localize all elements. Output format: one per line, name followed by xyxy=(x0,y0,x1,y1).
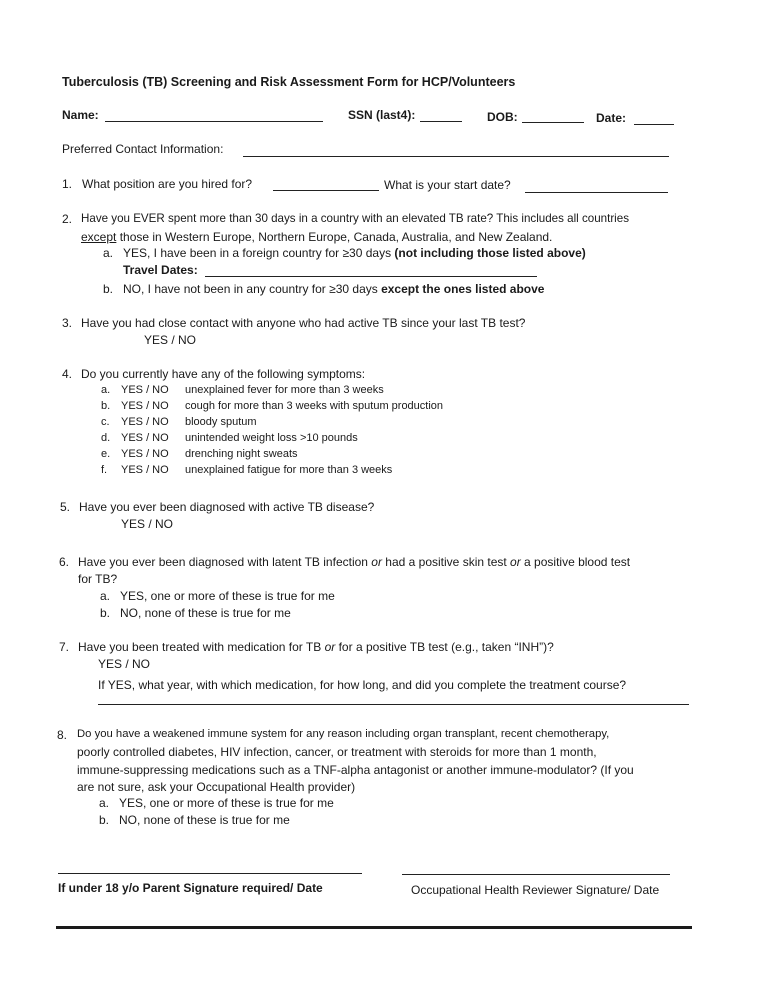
symptom-text: unexplained fatigue for more than 3 weeks xyxy=(185,464,393,476)
q7-followup-field[interactable] xyxy=(98,704,689,705)
symptom-text: unintended weight loss >10 pounds xyxy=(185,432,358,444)
q6-option-a[interactable]: YES, one or more of these is true for me xyxy=(120,589,335,603)
q6-or2: or xyxy=(510,555,521,569)
name-field[interactable] xyxy=(105,121,323,122)
q8-text-line1: Do you have a weakened immune system for any reason including organ transplant, recent chemotherapy, xyxy=(77,728,610,740)
q5-number: 5. xyxy=(60,500,71,514)
parent-signature-field[interactable] xyxy=(58,873,362,874)
q6-option-b[interactable]: NO, none of these is true for me xyxy=(120,606,291,620)
q2-line2-rest: those in Western Europe, Northern Europe, Canada, Australia, and New Zealand. xyxy=(116,230,553,244)
q7-followup-text: If YES, what year, with which medication, for how long, and did you complete the treatment course? xyxy=(98,678,627,692)
q8-option-a[interactable]: YES, one or more of these is true for me xyxy=(119,796,334,810)
q2-option-b-text: NO, I have not been in any country for xyxy=(123,282,330,296)
symptom-answer[interactable]: YES / NO xyxy=(121,448,169,460)
q8-text-line4: are not sure, ask your Occupational Health provider) xyxy=(77,780,356,794)
q2-option-a-ge30: ≥30 days xyxy=(342,246,395,260)
symptom-letter: a. xyxy=(101,384,111,396)
q2-number: 2. xyxy=(62,212,73,226)
symptom-answer[interactable]: YES / NO xyxy=(121,416,169,428)
symptom-answer[interactable]: YES / NO xyxy=(121,384,169,396)
bottom-divider xyxy=(56,926,692,929)
symptom-letter: d. xyxy=(101,432,111,444)
dob-field[interactable] xyxy=(522,122,584,123)
list-item xyxy=(101,416,521,432)
travel-dates-field[interactable] xyxy=(205,276,537,277)
q2-text-line1: Have you EVER spent more than 30 days in a country with an elevated TB rate? This includes all countries xyxy=(81,212,629,225)
symptom-text: unexplained fever for more than 3 weeks xyxy=(185,384,384,396)
symptom-answer[interactable]: YES / NO xyxy=(121,464,169,476)
q4-text: Do you currently have any of the following symptoms: xyxy=(81,367,366,381)
q2-option-a-bold: (not including those listed above) xyxy=(394,246,586,260)
q1-start-date-text: What is your start date? xyxy=(384,178,511,192)
q3-number: 3. xyxy=(62,316,73,330)
q6-part1: Have you ever been diagnosed with latent TB infection xyxy=(78,555,372,569)
q6-text-line2: for TB? xyxy=(78,572,118,586)
q2-except-word: except xyxy=(81,230,117,244)
q2-text-line2 xyxy=(81,230,552,244)
symptom-letter: e. xyxy=(101,448,111,460)
list-item xyxy=(101,384,521,400)
q6-or1: or xyxy=(371,555,382,569)
list-item xyxy=(101,432,521,448)
q3-answer[interactable]: YES / NO xyxy=(144,333,197,347)
q6-number: 6. xyxy=(59,555,70,569)
position-field[interactable] xyxy=(273,190,379,191)
q6-option-a-letter: a. xyxy=(100,589,111,603)
q1-number: 1. xyxy=(62,177,73,191)
symptom-text: cough for more than 3 weeks with sputum production xyxy=(185,400,444,412)
start-date-field[interactable] xyxy=(525,192,668,193)
q6-option-b-letter: b. xyxy=(100,606,111,620)
q5-text: Have you ever been diagnosed with active TB disease? xyxy=(79,500,375,514)
symptom-text: bloody sputum xyxy=(185,416,257,428)
q2-option-b-letter: b. xyxy=(103,282,114,296)
reviewer-signature-label: Occupational Health Reviewer Signature/ Date xyxy=(411,883,660,897)
symptom-answer[interactable]: YES / NO xyxy=(121,400,169,412)
contact-label: Preferred Contact Information: xyxy=(62,142,224,156)
q8-option-b-letter: b. xyxy=(99,813,110,827)
q2-option-b-ge30: ≥30 days xyxy=(329,282,382,296)
q8-text-line2: poorly controlled diabetes, HIV infection, cancer, or treatment with steroids for more than 1 month, xyxy=(77,745,597,759)
dob-label: DOB: xyxy=(487,110,518,124)
q7-part2: for a positive TB test (e.g., taken “INH”)? xyxy=(335,640,554,654)
symptom-text: drenching night sweats xyxy=(185,448,298,460)
q7-part1: Have you been treated with medication for TB xyxy=(78,640,325,654)
travel-dates-label: Travel Dates: xyxy=(123,263,198,277)
q2-option-b[interactable] xyxy=(123,282,544,296)
ssn-field[interactable] xyxy=(420,121,462,122)
list-item xyxy=(101,464,521,480)
reviewer-signature-field[interactable] xyxy=(402,874,670,875)
symptom-answer[interactable]: YES / NO xyxy=(121,432,169,444)
list-item xyxy=(101,448,521,464)
q4-number: 4. xyxy=(62,367,73,381)
ssn-label: SSN (last4): xyxy=(348,108,416,122)
symptom-letter: c. xyxy=(101,416,110,428)
q2-option-a[interactable] xyxy=(123,246,586,260)
q6-part3: a positive blood test xyxy=(520,555,631,569)
q8-option-b[interactable]: NO, none of these is true for me xyxy=(119,813,290,827)
q7-or: or xyxy=(324,640,336,654)
q6-text-line1 xyxy=(78,555,630,569)
q3-text: Have you had close contact with anyone who had active TB since your last TB test? xyxy=(81,316,526,330)
q8-option-a-letter: a. xyxy=(99,796,110,810)
q2-option-a-letter: a. xyxy=(103,246,114,260)
q8-number: 8. xyxy=(57,728,68,742)
q1-position-text: What position are you hired for? xyxy=(82,177,253,191)
q7-answer[interactable]: YES / NO xyxy=(98,657,151,671)
q7-number: 7. xyxy=(59,640,70,654)
contact-field[interactable] xyxy=(243,156,669,157)
q2-option-b-bold: except the ones listed above xyxy=(381,282,545,296)
q6-part2: had a positive skin test xyxy=(381,555,511,569)
symptom-letter: b. xyxy=(101,400,111,412)
q2-option-a-text: YES, I have been in a foreign country for xyxy=(123,246,343,260)
date-label: Date: xyxy=(596,111,627,125)
symptom-letter: f. xyxy=(101,464,108,476)
name-label: Name: xyxy=(62,108,99,122)
date-field[interactable] xyxy=(634,124,674,125)
parent-signature-label: If under 18 y/o Parent Signature required/ Date xyxy=(58,881,323,895)
list-item xyxy=(101,400,521,416)
q8-text-line3: immune-suppressing medications such as a TNF-alpha antagonist or another immune-modulator? (If you xyxy=(77,763,634,777)
q5-answer[interactable]: YES / NO xyxy=(121,517,174,531)
form-title: Tuberculosis (TB) Screening and Risk Assessment Form for HCP/Volunteers xyxy=(62,75,516,89)
q7-text xyxy=(78,640,554,654)
